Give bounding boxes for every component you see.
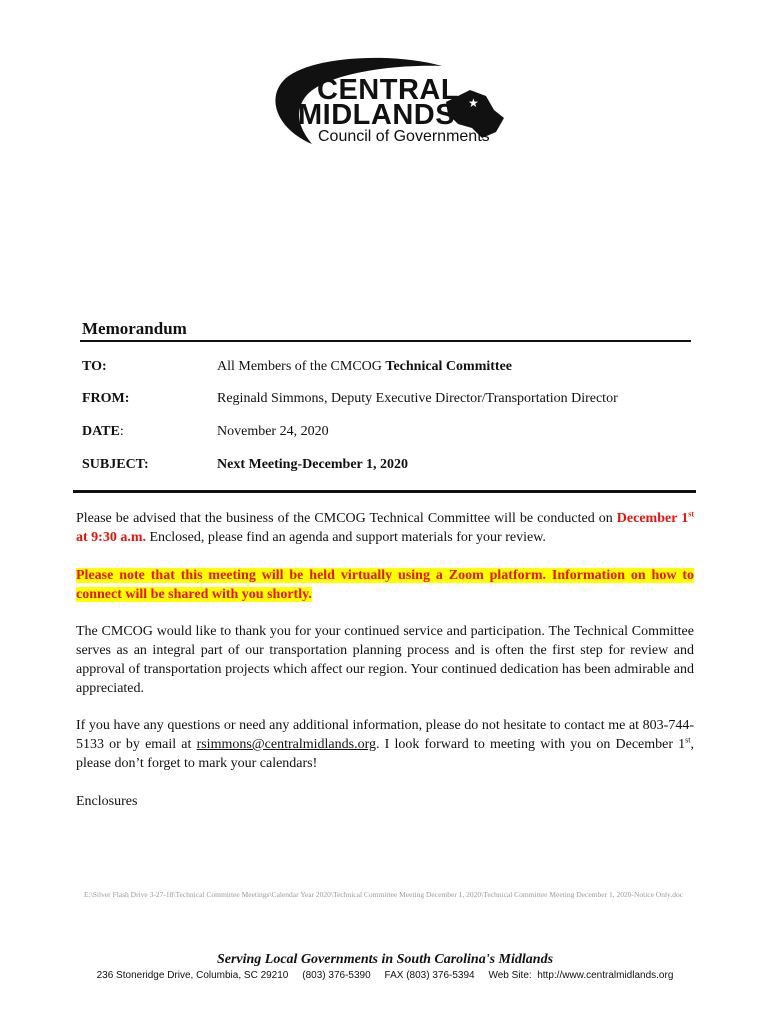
p4-text-c: , please don’t forget to mark your calendars! (76, 737, 694, 771)
star-icon: ★ (468, 96, 479, 110)
footer-tagline: Serving Local Governments in South Carolina's Midlands (216, 952, 554, 967)
date-label-colon: : (119, 424, 124, 439)
paragraph-zoom-notice (76, 566, 694, 604)
to-value-committee: Technical Committee (385, 359, 513, 374)
zoom-notice-highlight: Please note that this meeting will be held virtually using a Zoom platform. Information on how to connect will be shared with you shortly. (76, 568, 694, 602)
from-value: Reginald Simmons, Deputy Executive Director/Transportation Director (217, 391, 618, 406)
logo-line-council: Council of Governments (318, 128, 490, 145)
logo-line-central: CENTRAL (317, 74, 460, 106)
footer-address: 236 Stoneridge Drive, Columbia, SC 29210 (803) 376-5390 FAX (803) 376-5394 Web Site: http://www.centralmidlands.org (96, 970, 674, 981)
file-path: E:\Silver Flash Drive 3-27-18\Technical Committee Meetings\Calendar Year 2020\Technical Committee Meeting December 1, 2020\Technical Committee Meeting December 1, 2020-Notice Only.doc (84, 890, 684, 899)
email-link[interactable]: rsimmons@centralmidlands.org (196, 737, 377, 752)
logo-line-midlands: MIDLANDS (298, 99, 456, 131)
p4-sup: st (685, 735, 691, 745)
cmcog-logo (272, 52, 512, 162)
date-label (82, 424, 124, 440)
divider-top (80, 340, 691, 342)
enclosures-label: Enclosures (76, 794, 138, 809)
date-label-text: DATE (82, 424, 120, 439)
date-value: November 24, 2020 (217, 424, 329, 439)
p1-text: Please be advised that the business of the CMCOG Technical Committee will be conducted on (76, 511, 617, 526)
paragraph-thanks: The CMCOG would like to thank you for your continued service and participation. The Technical Committee serves as an integral part of our transportation planning process and is often the first step for review and approval of transportation projects which affect our region. Your continued dedication has been admirable and appreciated. (76, 624, 694, 696)
memo-title: Memorandum (82, 319, 187, 338)
p1-rest: Enclosed, please find an agenda and support materials for your review. (146, 530, 546, 545)
subject-label: SUBJECT: (82, 457, 149, 472)
p1-time: at 9:30 a.m. (76, 530, 146, 545)
to-value-text: All Members of the CMCOG (217, 359, 386, 374)
subject-value: Next Meeting-December 1, 2020 (217, 457, 409, 472)
p1-sup: st (688, 509, 694, 519)
paragraph-contact (76, 716, 694, 773)
to-label: TO: (82, 359, 107, 374)
p4-text-a: If you have any questions or need any additional information, please do not hesitate to contact me at 803-744-5133 or by email at (76, 718, 694, 752)
divider-bottom (73, 490, 696, 493)
from-label: FROM: (82, 391, 130, 406)
paragraph-meeting-notice (76, 509, 694, 547)
p1-date: December 1 (616, 511, 689, 526)
p4-text-b: . I look forward to meeting with you on December 1 (376, 737, 686, 752)
to-value (217, 359, 512, 375)
